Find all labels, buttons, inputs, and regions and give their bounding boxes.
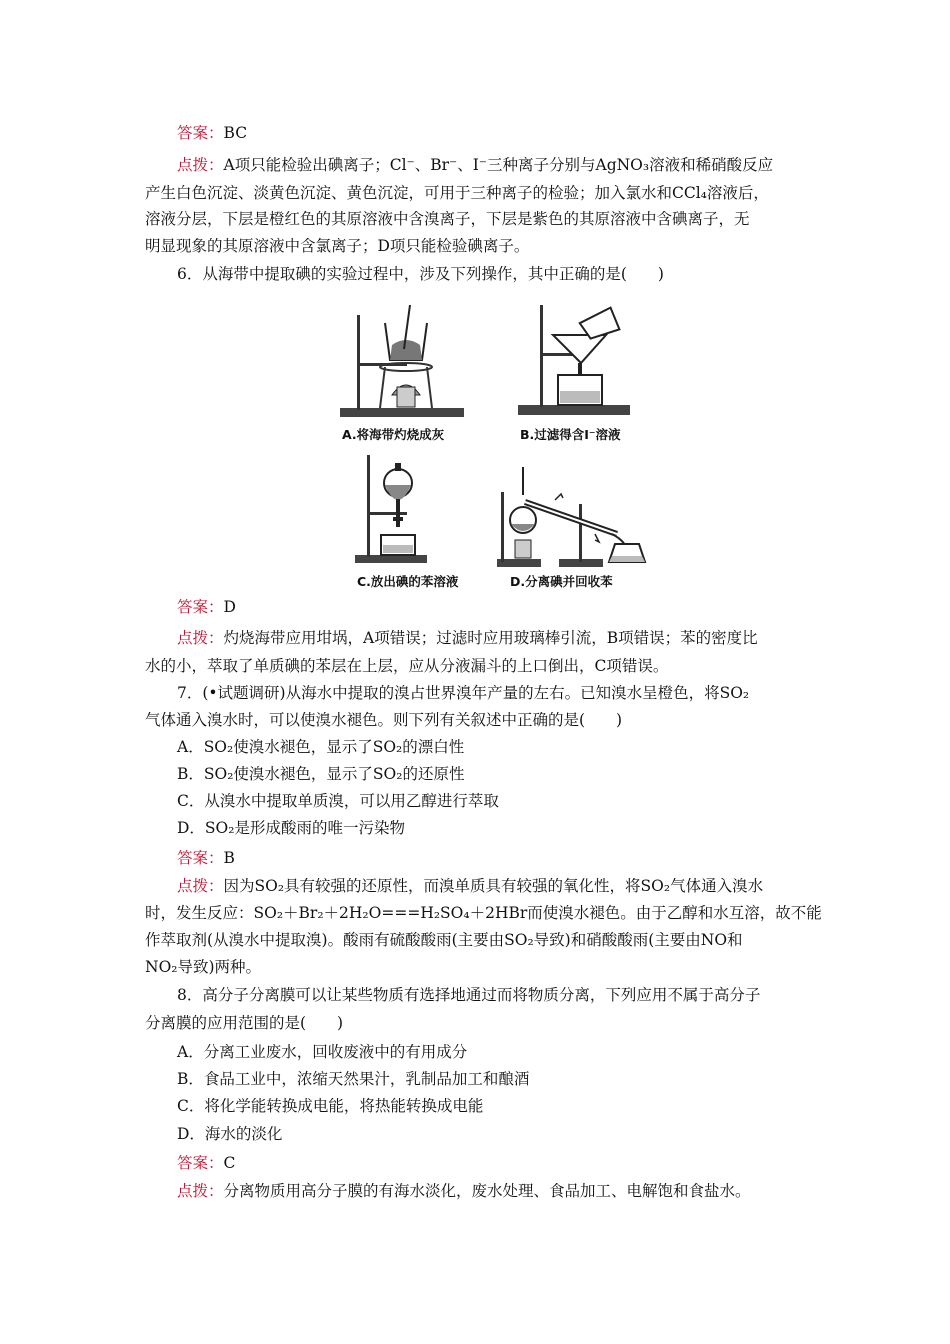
hint-text: 因为SO₂具有较强的还原性，而溴单质具有较强的氧化性，将SO₂气体通入溴水 (223, 877, 764, 895)
q8-option-d: D．海水的淡化 (177, 1125, 283, 1143)
q7-hint-line-2: 时，发生反应：SO₂＋Br₂＋2H₂O===H₂SO₄＋2HBr而使溴水褪色。由于乙醇和水互溶，故不能 (145, 904, 822, 922)
q7-answer-line (177, 848, 235, 868)
q7-stem-line-2: 气体通入溴水时，可以使溴水褪色。则下列有关叙述中正确的是( ) (145, 711, 623, 729)
q8-hint-line-1 (177, 1181, 751, 1201)
apparatus-c-figure (355, 455, 465, 565)
hint-label: 点拨： (177, 629, 224, 647)
q7-stem-line-1: 7．(•试题调研)从海水中提取的溴占世界溴年产量的左右。已知溴水呈橙色，将SO₂ (177, 684, 750, 702)
caption-d: D.分离碘并回收苯 (510, 574, 613, 589)
q6-answer-line (177, 597, 236, 617)
q5-hint-line-3: 溶液分层，下层是橙红色的其原溶液中含溴离子，下层是紫色的其原溶液中含碘离子，无 (145, 210, 750, 228)
answer-label: 答案： (177, 1154, 224, 1172)
q5-hint-line-4: 明显现象的其原溶液中含氯离子；D项只能检验碘离子。 (145, 237, 530, 255)
q8-option-c: C．将化学能转换成电能，将热能转换成电能 (177, 1097, 484, 1115)
hint-label: 点拨： (177, 877, 224, 895)
answer-value: C (223, 1154, 236, 1172)
hint-text: 灼烧海带应用坩埚，A项错误；过滤时应用玻璃棒引流，B项错误；苯的密度比 (223, 629, 758, 647)
answer-value: B (223, 849, 235, 867)
q8-option-a: A．分离工业废水，回收废液中的有用成分 (177, 1043, 468, 1061)
caption-a: A.将海带灼烧成灰 (342, 427, 445, 442)
answer-value: D (223, 598, 236, 616)
q5-answer-line (177, 123, 247, 143)
q8-stem-line-2: 分离膜的应用范围的是( ) (145, 1014, 344, 1032)
q5-hint-line-2: 产生白色沉淀、淡黄色沉淀、黄色沉淀，可用于三种离子的检验；加入氯水和CCl₄溶液后， (145, 184, 769, 202)
q8-stem-line-1: 8．高分子分离膜可以让某些物质有选择地通过而将物质分离，下列应用不属于高分子 (177, 986, 761, 1004)
apparatus-d-figure (497, 462, 647, 570)
apparatus-a-figure (340, 305, 470, 420)
answer-label: 答案： (177, 598, 224, 616)
caption-c: C.放出碘的苯溶液 (357, 574, 459, 589)
q6-hint-line-1 (177, 628, 758, 648)
caption-b: B.过滤得含I⁻溶液 (520, 427, 621, 442)
answer-label: 答案： (177, 849, 224, 867)
q7-hint-line-1 (177, 876, 763, 896)
hint-text: A项只能检验出碘离子；Cl⁻、Br⁻、I⁻三种离子分别与AgNO₃溶液和稀硝酸反应 (223, 156, 774, 174)
hint-text: 分离物质用高分子膜的有海水淡化，废水处理、食品加工、电解饱和食盐水。 (223, 1182, 751, 1200)
q8-option-b: B．食品工业中，浓缩天然果汁，乳制品加工和酿酒 (177, 1070, 530, 1088)
q6-stem: 6．从海带中提取碘的实验过程中，涉及下列操作，其中正确的是( ) (177, 265, 664, 283)
hint-label: 点拨： (177, 1182, 224, 1200)
q6-hint-line-2: 水的小，萃取了单质碘的苯层在上层，应从分液漏斗的上口倒出，C项错误。 (145, 657, 669, 675)
q7-option-c: C．从溴水中提取单质溴，可以用乙醇进行萃取 (177, 792, 499, 810)
answer-label: 答案： (177, 124, 224, 142)
q7-hint-line-4: NO₂导致)两种。 (145, 958, 262, 976)
q7-option-b: B．SO₂使溴水褪色，显示了SO₂的还原性 (177, 765, 465, 783)
q7-option-d: D．SO₂是形成酸雨的唯一污染物 (177, 819, 405, 837)
answer-value: BC (223, 124, 248, 142)
q8-answer-line (177, 1153, 235, 1173)
apparatus-b-figure (518, 305, 638, 420)
hint-label: 点拨： (177, 156, 224, 174)
q7-hint-line-3: 作萃取剂(从溴水中提取溴)。酸雨有硫酸酸雨(主要由SO₂导致)和硝酸酸雨(主要由NO和 (145, 931, 743, 949)
q7-option-a: A．SO₂使溴水褪色，显示了SO₂的漂白性 (177, 738, 465, 756)
q5-hint-line-1 (177, 155, 773, 175)
